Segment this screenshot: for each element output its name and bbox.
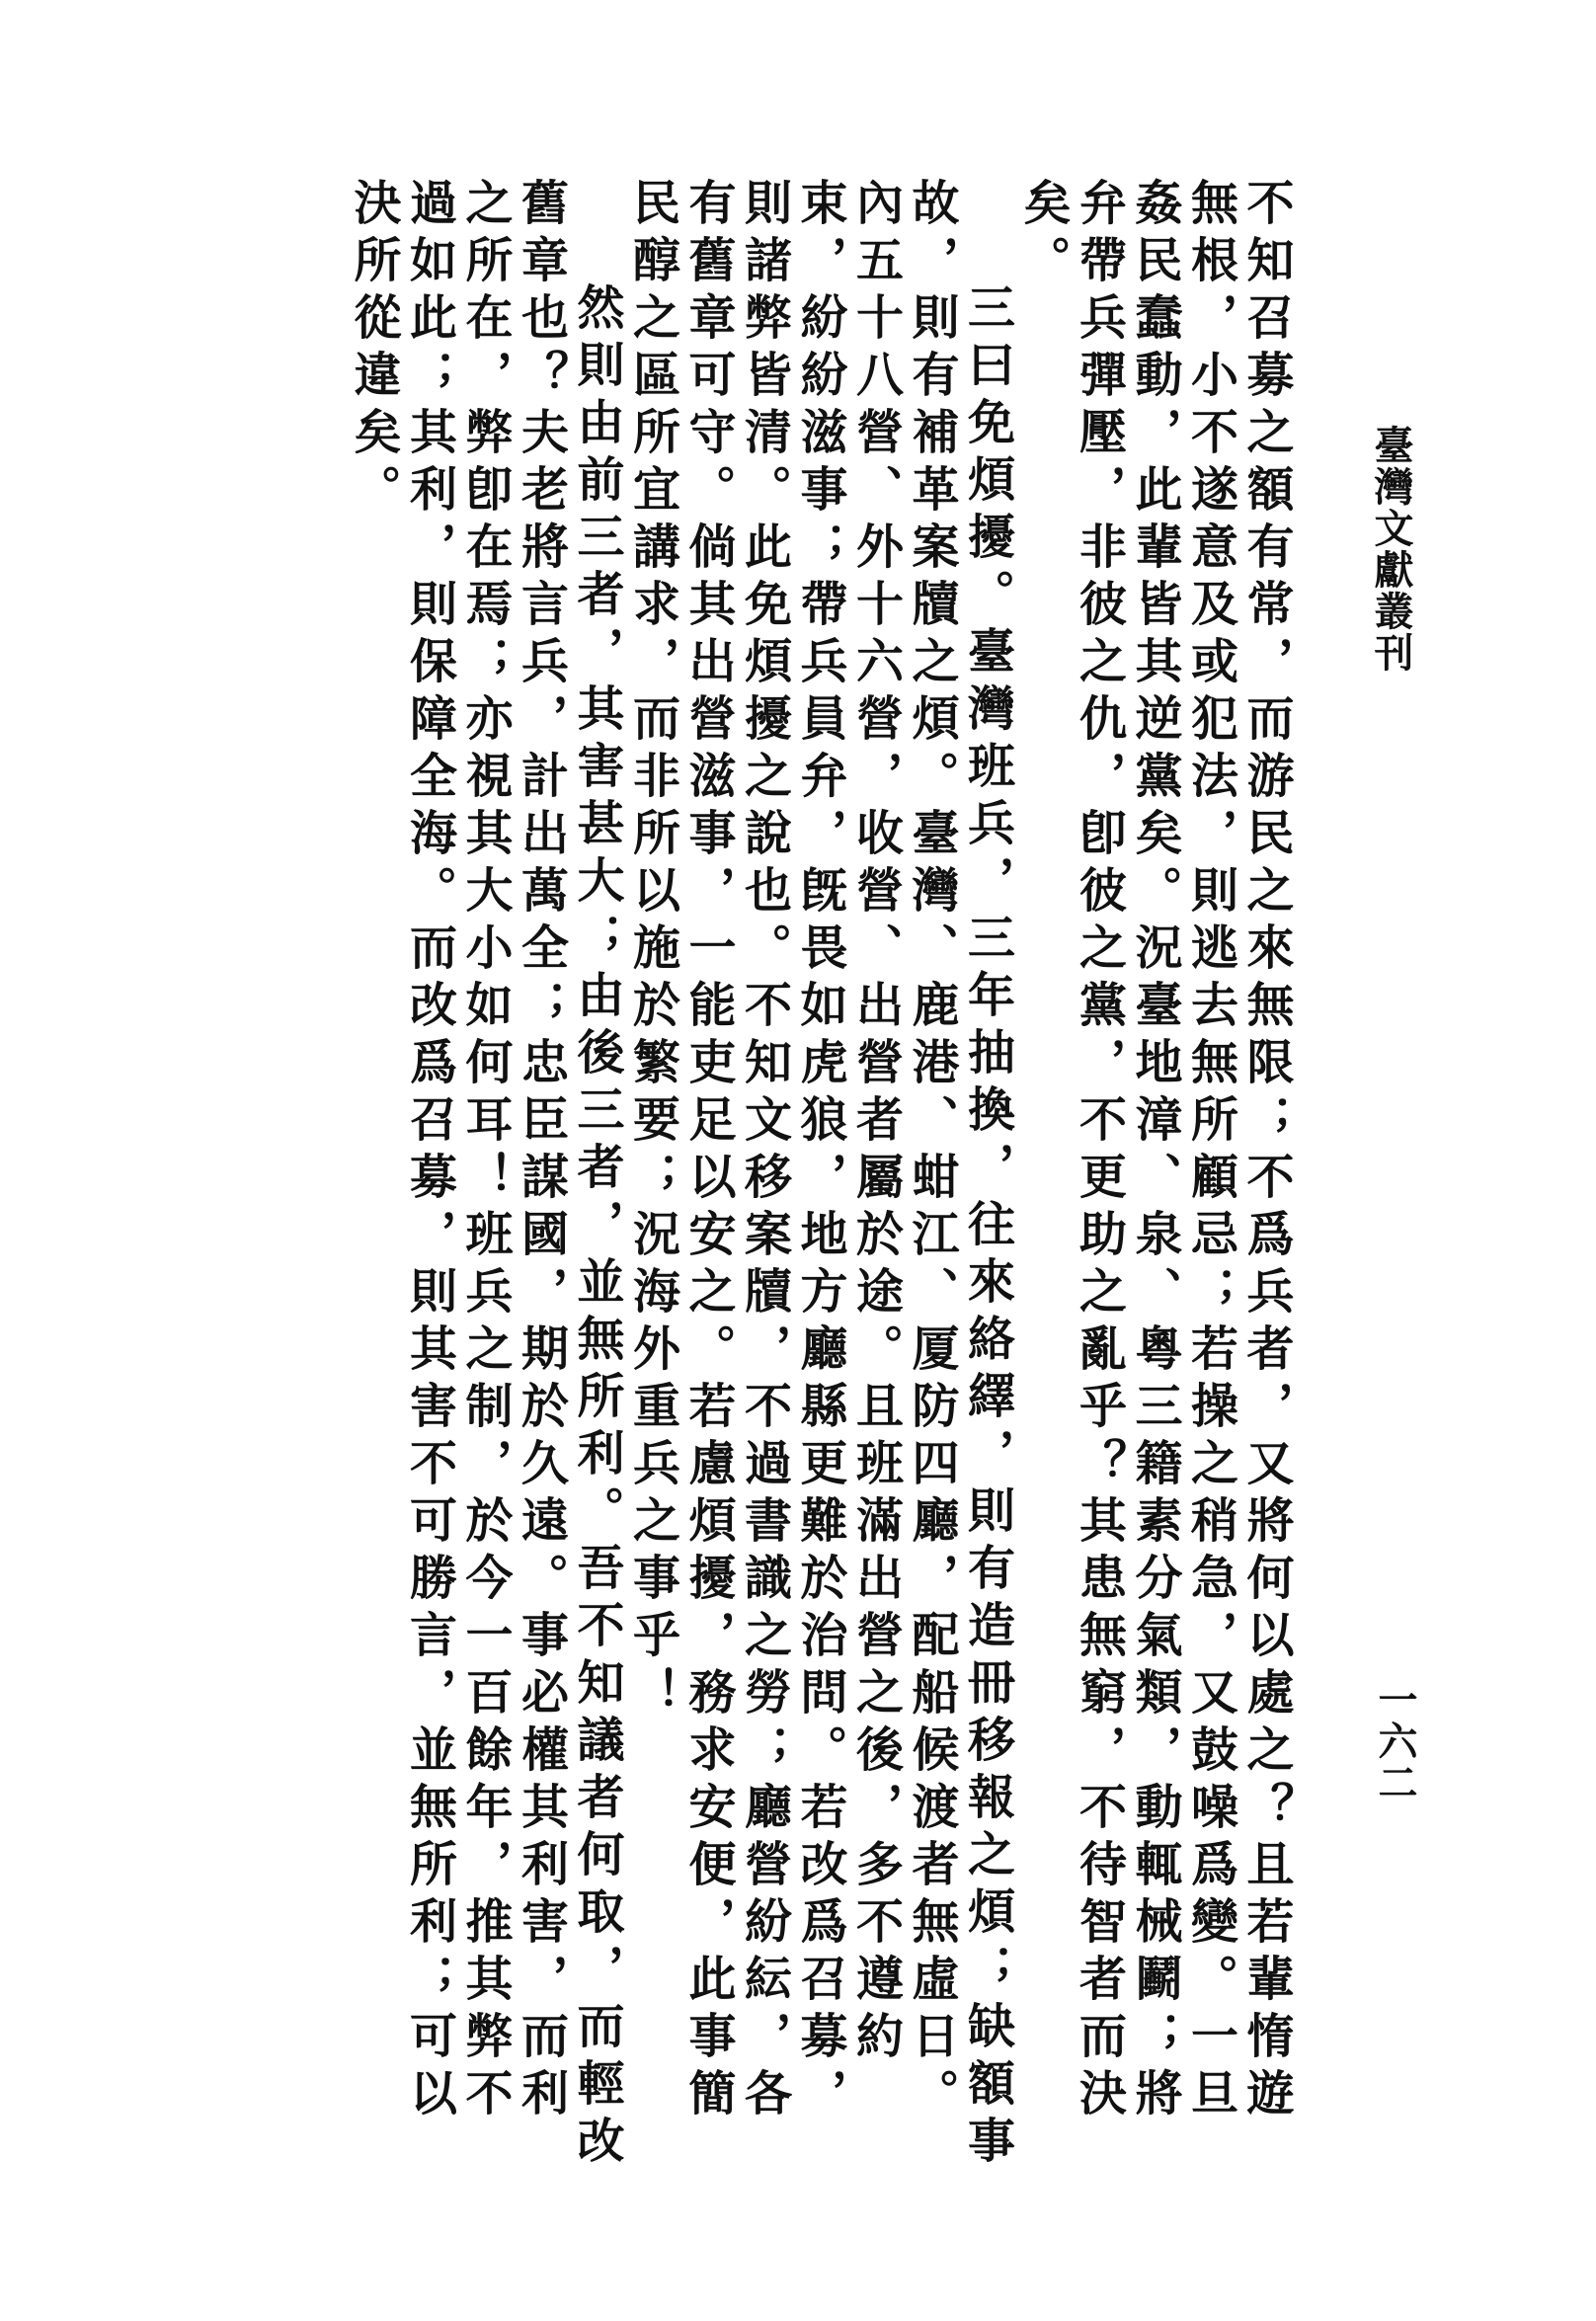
paragraph-1: 不知召募之額有常，而游民之來無限；不爲兵者，又將何以處之？且若輩惰遊無根，小不遂意及或犯法，則逃去無所顧忌；若操之稍急，又鼓噪爲變。一旦姦民蠢動，此輩皆其逆黨矣。況臺地漳、泉、粵三籍素分氣類，動輒械鬬；將弁帶兵彈壓，非彼之仇，卽彼之黨，不更助之亂乎？其患無窮，不待智者而決矣。 <box>1015 178 1294 2125</box>
running-header-title: 臺灣文獻叢刊 <box>1368 425 1414 674</box>
paragraph-2: 三曰免煩擾。臺灣班兵，三年抽換，往來絡繹，則有造冊移報之煩；缺額事故，則有補革案牘之煩。臺灣、鹿港、蚶江、厦防四廳，配船候渡者無虛日。內五十八營、外十六營，收營、出營者屬於途。且班滿出營之後，多不遵約束，紛紛滋事；帶兵員弁，旣畏如虎狼，地方廳縣更難於治問。若改爲召募，則諸弊皆清。此免煩擾之說也。不知文移案牘，不過書識之勞；廳營紛紜，各有舊章可守。倘其出營滋事，一能吏足以安之。若慮煩擾，務求安便，此事簡民醇之區所宜講求，而非所以施於繁要；況海外重兵之事乎！ <box>624 178 1015 2173</box>
paragraph-3: 然則由前三者，其害甚大；由後三者，並無所利。吾不知議者何取，而輕改舊章也？夫老將言兵，計出萬全；忠臣謀國，期於久遠。事必權其利害，而利之所在，弊卽在焉；亦視其大小如何耳！班兵之制，於今一百餘年，推其弊不過如此；其利，則保障全海。而改爲召募，則其害不可勝言，並無所利；可以決所從違矣。 <box>346 178 624 2173</box>
page-number: 一六二 <box>1372 1679 1418 1803</box>
vertical-text-body <box>158 178 1294 2173</box>
